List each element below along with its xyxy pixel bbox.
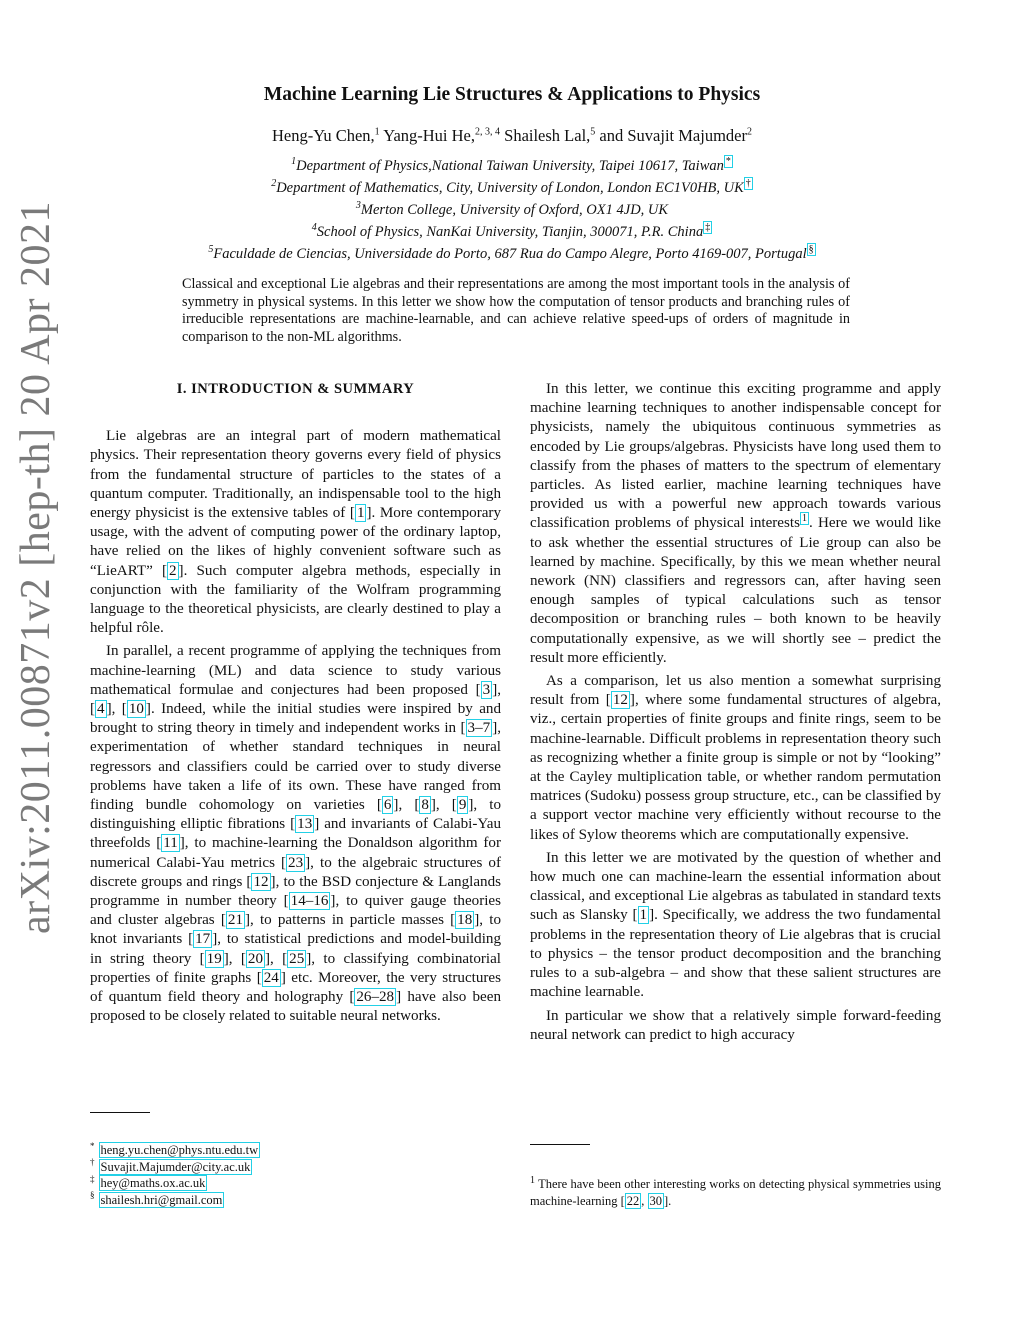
citation-link[interactable]: 19: [206, 950, 222, 967]
citation-link[interactable]: 20: [247, 950, 264, 967]
affiliation-line: [0, 224, 1024, 241]
citation-link[interactable]: 10: [128, 701, 144, 718]
footnote-item: [90, 1159, 260, 1176]
citation-link[interactable]: 18: [457, 912, 473, 929]
citation-link[interactable]: 25: [289, 950, 305, 967]
citation-link[interactable]: 12: [612, 692, 628, 709]
citation-link[interactable]: 2: [169, 562, 177, 579]
section-heading: I. INTRODUCTION & SUMMARY: [176, 381, 415, 397]
author-list: [0, 126, 1024, 146]
citation-link[interactable]: 3: [482, 681, 491, 698]
citation-link[interactable]: 1: [356, 505, 365, 522]
footnote-right: $^1$ There have been other interesting works on detecting physical symmetries using machine-learning [ 22 , 30 ].: [530, 1174, 942, 1208]
footnote-link[interactable]: *: [725, 156, 731, 168]
author-name: Yang-Hui He,: [383, 126, 476, 145]
author-affiliation-mark: 2: [746, 126, 752, 138]
footnote-item: [90, 1142, 260, 1159]
footnote-link[interactable]: 1: [801, 513, 807, 525]
email-link[interactable]: Suvajit.Majumder@city.ac.uk: [100, 1159, 251, 1174]
author-name: Heng-Yu Chen,: [272, 126, 375, 145]
footnote-rule: [90, 1112, 150, 1113]
author-name: and Suvajit Majumder: [599, 126, 747, 145]
footnote-mark: 1: [530, 1174, 535, 1186]
affiliation-text: School of Physics, NanKai University, Tianjin, 300071, P.R. China: [316, 224, 704, 240]
footnote-item: [90, 1175, 260, 1192]
affiliation-number: 2: [271, 178, 277, 190]
citation-link[interactable]: 24: [263, 969, 279, 986]
affiliation-text: Merton College, University of Oxford, OX1 4JD, UK: [360, 202, 669, 218]
citation-link[interactable]: 26–28: [356, 989, 395, 1006]
footnotes-left: [90, 1142, 260, 1208]
citation-link[interactable]: 4: [97, 701, 105, 718]
footnote-link[interactable]: ‡: [705, 222, 711, 234]
citation-link[interactable]: 17: [195, 931, 211, 948]
affiliation-number: 1: [291, 156, 297, 168]
affiliation-number: 4: [311, 222, 317, 234]
paragraph: In particular we show that a relatively simple forward-feeding neural network can predict to high accuracy: [530, 1007, 941, 1043]
affiliation-text: Faculdade de Ciencias, Universidade do Porto, 687 Rua do Campo Alegre, Porto 4169-007, Portugal: [213, 246, 807, 262]
citation-link[interactable]: 13: [297, 816, 313, 833]
footnote-text: There have been other interesting works on detecting physical symmetries using machine-learning: [530, 1177, 942, 1208]
email-link[interactable]: hey@maths.ox.ac.uk: [100, 1176, 206, 1190]
affiliation-line: [0, 246, 1024, 263]
arxiv-identifier: arXiv:2011.00871v2 [hep-th] 20 Apr 2021: [13, 200, 59, 934]
abstract: Classical and exceptional Lie algebras and their representations are among the most important tools in the analysis of symmetry in physical systems. In this letter we show how the computation of tensor products and branching rules of irreducible representations are machine-learnable, and can achieve relative speed-ups of orders of magnitude in comparison to the non-ML algorithms.: [182, 276, 850, 345]
citation-link[interactable]: 3–7: [467, 720, 491, 737]
citation-link[interactable]: 11: [163, 835, 178, 852]
paper-title: Machine Learning Lie Structures & Applications to Physics: [263, 84, 761, 105]
paragraph: In parallel, a recent programme of applying the techniques from machine-learning (ML) and data science to study various mathematical formulae and conjectures had been proposed [ 3 ], [ 4 ], [ 10 ]. Indeed, while the initial studies were inspired by and brought to string theory in timely and independent works in [ 3–7 ], experimentation of whether standard techniques in neural regressors and classifiers could be carried over to study diverse problems have taken a life of its own. These have ranged from finding bundle cohomology on varieties [ 6 ], [ 8 ], [ 9 ], to distinguishing elliptic fibrations [ 13 ] and invariants of Calabi-Yau threefolds [ 11 ], to machine-learning the Donaldson algorithm for numerical Calabi-Yau metrics [ 23 ], to the algebraic structures of discrete groups and rings [ 12 ], to the BSD conjecture & Langlands programme in number theory [ 14–16 ], to quiver gauge theories and cluster algebras [ 21 ], to patterns in particle masses [ 18 ], to knot invariants [ 17 ], to statistical predictions and model-building in string theory [ 19 ], [ 20 ], [ 25 ], to classifying combinatorial properties of finite graphs [ 24 ] etc. Moreover, the very structures of quantum field theory and holography [ 26–28 ] have also been proposed to be closely related to suitable neural networks.: [90, 643, 502, 1025]
footnote-link[interactable]: §: [808, 244, 814, 256]
affiliation-number: 5: [208, 244, 214, 256]
citation-link[interactable]: 23: [288, 854, 304, 871]
paragraph: Lie algebras are an integral part of modern mathematical physics. Their representation theory governs every field of physics from the fundamental structure of particles to the states of a quantum computer. Traditionally, an indispensable tool to the high energy physicist is the extensive tables of [ 1 ]. More contemporary usage, with the advent of computing power of the ordinary laptop, have relied on the likes of highly convenient software such as “LieART” [ 2 ]. Such computer algebra methods, especially in conjunction with the familiarity of the Wolfram programming language to the theoretical physicists, are clearly destined to play a helpful rôle.: [90, 428, 501, 637]
email-link[interactable]: shailesh.hri@gmail.com: [100, 1192, 223, 1207]
citation-link[interactable]: 30: [649, 1193, 663, 1208]
affiliation-number: 3: [355, 200, 361, 212]
footnote-mark: †: [90, 1157, 95, 1168]
affiliation-text: Department of Mathematics, City, University of London, London EC1V0HB, UK: [276, 180, 744, 196]
author-name: Shailesh Lal,: [504, 126, 591, 145]
citation-link[interactable]: 12: [253, 873, 269, 890]
right-column: [530, 380, 941, 1049]
citation-link[interactable]: 14–16: [290, 893, 329, 910]
citation-link[interactable]: 8: [421, 797, 429, 814]
footnote-rule: [530, 1144, 590, 1145]
author-affiliation-mark: 2, 3, 4: [475, 126, 501, 138]
affiliation-line: [0, 158, 1024, 175]
affiliation-text: Department of Physics,National Taiwan University, Taipei 10617, Taiwan: [296, 158, 724, 174]
author-affiliation-mark: 5: [590, 126, 596, 138]
affiliation-line: [0, 202, 1024, 219]
paragraph: As a comparison, let us also mention a somewhat surprising result from [ 12 ], where some fundamental structures of algebra, viz., certain properties of finite groups and finite rings, seem to be machine-learnable. Difficult problems in representation theory such as recognizing whether a finite group is simple or not by “looking” at the Cayley multiplication table, or whether random permutation matrices (Sudoku) possess group structure, etc., can be classified by a support vector machine very efficiently without recourse to the likes of Sylow theorems which are computationally expensive.: [530, 673, 942, 843]
footnote-link[interactable]: †: [745, 178, 751, 190]
citation-link[interactable]: 21: [227, 912, 243, 929]
citation-link[interactable]: 22: [626, 1193, 640, 1208]
paragraph: In this letter, we continue this exciting programme and apply machine learning techniques to another indispensable concept for physicists, namely the ubiquitous continuous symmetries as encoded by Lie groups/algebras. Physicists have long used them to classify from the phases of matters to the spectrum of elementary particles. As listed earlier, machine learning techniques have provided us with a powerful new approach towards various classification problems of physical interests $^1$ . Here we would like to ask whether the essential structures of Lie group can also be learned by machine. Specifically, by this we mean whether neural nework (NN) classifiers and regressors can, after having seen enough samples of typical calculations such as tensor decomposition or branching rules – both known to be heavily computationally expensive, as we will shortly see – predict the result more efficiently.: [530, 381, 941, 666]
author-affiliation-mark: 1: [374, 126, 380, 138]
citation-link[interactable]: 9: [458, 797, 467, 814]
footnote-mark: *: [90, 1140, 95, 1151]
footnote-mark: ‡: [90, 1173, 95, 1184]
footnote-mark: §: [90, 1190, 95, 1201]
email-link[interactable]: heng.yu.chen@phys.ntu.edu.tw: [100, 1143, 259, 1157]
left-column: [90, 380, 501, 1031]
affiliation-line: [0, 180, 1024, 197]
citation-link[interactable]: 6: [383, 797, 392, 814]
footnote-item: [90, 1192, 260, 1209]
paragraph: In this letter we are motivated by the question of whether and how much one can machine-learn the essential information about classical, and exceptional Lie algebras as tabulated in standard texts such as Slansky [ 1 ]. Specifically, we address the two fundamental problems in the representation theory of Lie algebras that is crucial to physics – the tensor product decomposition and the branching rules to a sub-algebra – and show that these salient structures are machine learnable.: [530, 849, 941, 1001]
citation-link[interactable]: 1: [639, 907, 648, 924]
